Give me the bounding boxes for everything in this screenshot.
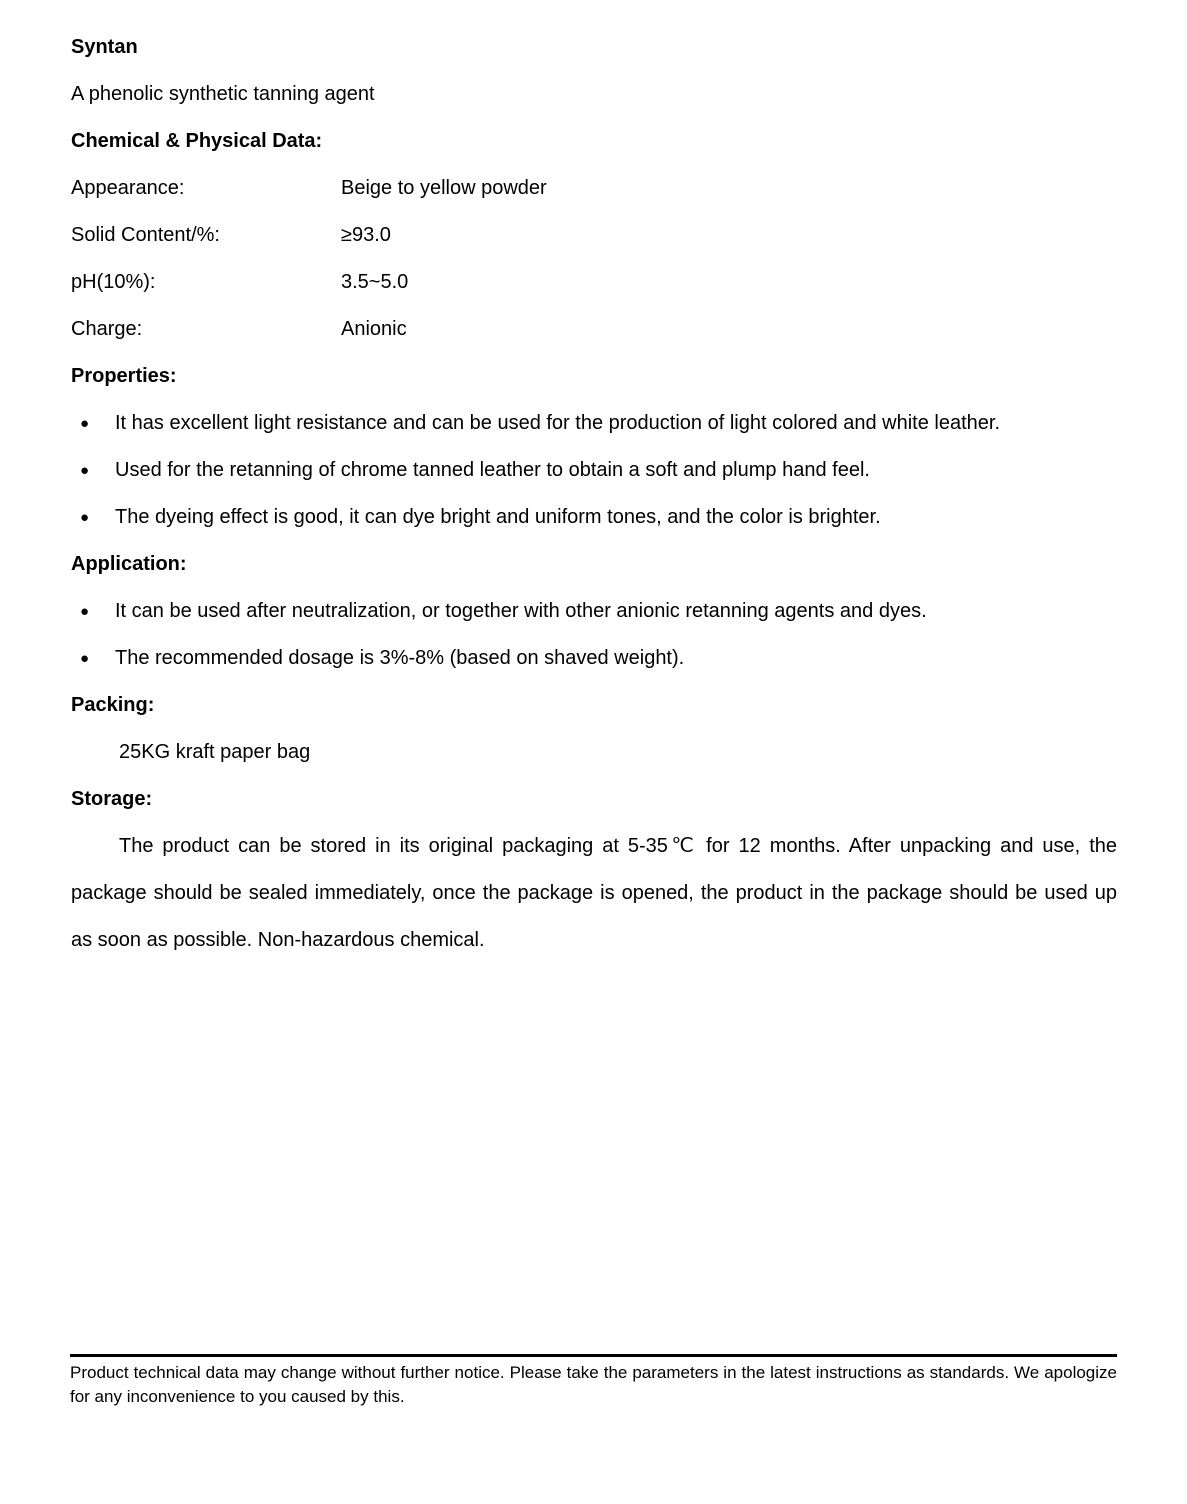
packing-text: 25KG kraft paper bag <box>119 741 311 763</box>
row-label: Solid Content/%: <box>71 224 220 246</box>
list-item <box>71 494 1117 541</box>
storage-paragraph: The product can be stored in its original packaging at 5-35℃ for 12 months. After unpacking and use, the package should be sealed immediately, once the package is opened, the product in the package should be used up as soon as possible. Non-hazardous chemical. <box>71 835 1117 951</box>
list-item-text: Used for the retanning of chrome tanned leather to obtain a soft and plump hand feel. <box>115 459 870 481</box>
section-heading-packing: Packing: <box>71 694 155 716</box>
row-label: Appearance: <box>71 177 185 199</box>
list-item <box>71 588 1117 635</box>
list-item <box>71 400 1117 447</box>
bullet-icon: ● <box>80 509 90 526</box>
row-label: Charge: <box>71 318 143 340</box>
list-item <box>71 447 1117 494</box>
row-value: Beige to yellow powder <box>341 177 547 199</box>
data-row-solid-content <box>71 212 1117 259</box>
bullet-icon: ● <box>80 603 90 620</box>
footer-disclaimer-text: Product technical data may change without further notice. Please take the parameters in the latest instructions as standards. We apologize for any inconvenience to you caused by this. <box>70 1363 1117 1406</box>
section-heading-application: Application: <box>71 553 187 575</box>
page-title: Syntan <box>71 36 138 58</box>
product-subtitle: A phenolic synthetic tanning agent <box>71 83 375 105</box>
data-row-ph <box>71 259 1117 306</box>
data-row-appearance <box>71 165 1117 212</box>
document-body <box>71 24 1117 964</box>
section-heading-chemical-physical-data: Chemical & Physical Data: <box>71 130 323 152</box>
row-value: ≥93.0 <box>341 224 391 246</box>
bullet-icon: ● <box>80 462 90 479</box>
list-item-text: The dyeing effect is good, it can dye bright and uniform tones, and the color is brighter. <box>115 506 881 528</box>
list-item-text: The recommended dosage is 3%-8% (based on shaved weight). <box>115 647 685 669</box>
footer-disclaimer <box>70 1354 1117 1409</box>
section-heading-storage: Storage: <box>71 788 153 810</box>
row-label: pH(10%): <box>71 271 156 293</box>
list-item-text: It can be used after neutralization, or together with other anionic retanning agents and dyes. <box>115 600 927 622</box>
row-value: 3.5~5.0 <box>341 271 409 293</box>
section-heading-properties: Properties: <box>71 365 177 387</box>
bullet-icon: ● <box>80 415 90 432</box>
data-row-charge <box>71 306 1117 353</box>
list-item <box>71 635 1117 682</box>
list-item-text: It has excellent light resistance and can be used for the production of light colored and white leather. <box>115 412 1000 434</box>
bullet-icon: ● <box>80 650 90 667</box>
row-value: Anionic <box>341 318 407 340</box>
